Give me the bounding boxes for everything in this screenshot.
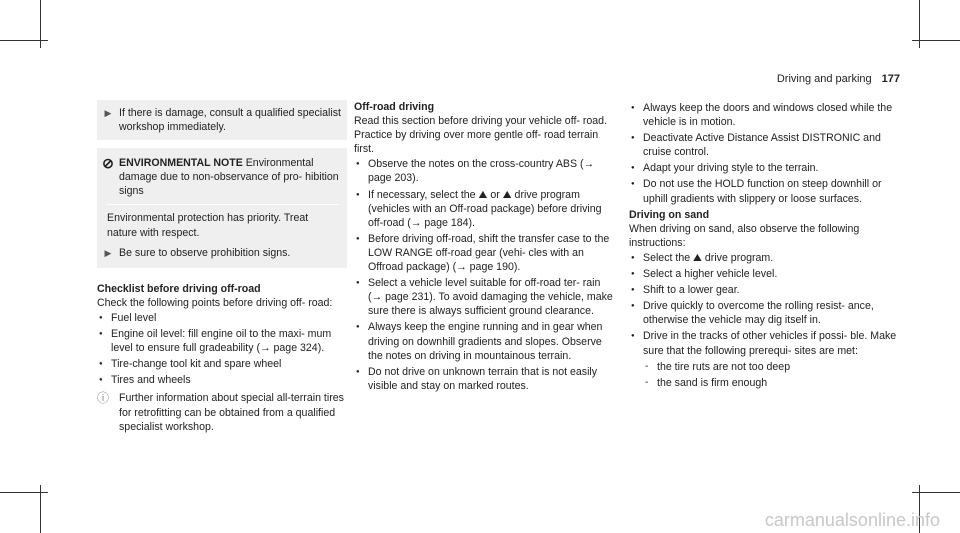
watermark: carmanualsonline.info	[764, 509, 940, 530]
tip-text: Further information about special all-terrain tires for retrofitting can be obtained from a qualified specialist workshop.	[119, 392, 344, 433]
column-left	[97, 100, 347, 434]
list-item: ● Do not use the HOLD function on steep downhill or uphill gradients with slippery or loose surfaces.	[629, 177, 897, 205]
list-item: ● Always keep the doors and windows closed while the vehicle is in motion.	[629, 101, 897, 129]
list-item: ● Drive quickly to overcome the rolling resist- ance, otherwise the vehicle may dig itself in.	[629, 299, 897, 327]
offroad-title: Off-road driving	[354, 101, 435, 113]
list-item: ● Do not drive on unknown terrain that is not easily visible and stay on marked routes.	[354, 365, 614, 393]
list-item: ● Tire-change tool kit and spare wheel	[97, 357, 347, 371]
driving-list	[629, 101, 897, 206]
environment-icon: ⊘	[102, 155, 114, 172]
list-item: - the sand is firm enough	[643, 376, 897, 390]
list-item: - the tire ruts are not too deep	[643, 360, 897, 374]
crop-mark	[0, 40, 48, 41]
info-icon: ⓘ	[97, 391, 110, 406]
list-item: ● Select a higher vehicle level.	[629, 267, 897, 281]
crop-mark	[0, 492, 48, 493]
list-item: ● Engine oil level: fill engine oil to the maxi- mum level to ensure full gradeability (→ page 324).	[97, 327, 347, 355]
list-item: ● Deactivate Active Distance Assist DISTRONIC and cruise control.	[629, 131, 897, 159]
list-item: ● Observe the notes on the cross-country ABS (→ page 203).	[354, 157, 614, 185]
sand-title: Driving on sand	[629, 208, 710, 221]
damage-note-text: If there is damage, consult a qualified specialist workshop immediately.	[119, 107, 342, 134]
list-item: ● Tires and wheels	[97, 373, 347, 387]
env-note-title: ENVIRONMENTAL NOTE	[119, 157, 243, 170]
crop-mark	[912, 40, 960, 41]
list-item: ● If necessary, select the ⛰ or ⛰ drive program (vehicles with an Off-road package) before driving off-road (→ page 184).	[354, 188, 614, 230]
page-header	[777, 72, 900, 86]
section-title: Driving and parking	[776, 73, 872, 85]
offroad-list	[354, 157, 614, 393]
action-arrow-icon: ▶	[104, 108, 112, 118]
checklist-title: Checklist before driving off-road	[97, 282, 261, 295]
env-note-subtitle: Environmental damage due to non-observance of pro- hibition signs	[119, 157, 339, 198]
list-item: ● Shift to a lower gear.	[629, 283, 897, 297]
action-arrow-icon: ▶	[104, 247, 112, 258]
list-item: ● Always keep the engine running and in gear when driving on downhill gradients and slopes. Observe the notes on driving in mountainous terrain.	[354, 320, 614, 362]
list-item: ● Fuel level	[97, 311, 347, 325]
list-item: ● Select the ⛰ drive program.	[629, 251, 897, 265]
damage-note	[97, 100, 347, 140]
env-note-text: Environmental protection has priority. Treat nature with respect.	[107, 212, 309, 239]
sand-list	[629, 251, 897, 358]
list-item: ● Drive in the tracks of other vehicles if possi- ble. Make sure that the following prerequi- sites are met:	[629, 329, 897, 357]
checklist-intro: Check the following points before driving off- road:	[97, 296, 333, 309]
list-item: ● Adapt your driving style to the terrain.	[629, 161, 897, 175]
checklist	[97, 311, 347, 387]
env-note-action: Be sure to observe prohibition signs.	[119, 246, 291, 259]
column-middle	[354, 100, 614, 395]
environmental-note	[97, 148, 347, 268]
sand-sub-list	[643, 360, 897, 390]
page-number: 177	[881, 73, 900, 85]
offroad-intro: Read this section before driving your vehicle off- road. Practice by driving over more gentle off- road terrain first.	[354, 115, 608, 156]
list-item: ● Select a vehicle level suitable for off-road ter- rain (→ page 231). To avoid damaging the vehicle, make sure there is always sufficient ground clearance.	[354, 276, 614, 318]
column-right	[629, 100, 897, 392]
tip-note	[97, 391, 347, 433]
crop-mark	[912, 492, 960, 493]
list-item: ● Before driving off-road, shift the transfer case to the LOW RANGE off-road gear (vehi- cles with an Offroad package) (→ page 190).	[354, 232, 614, 274]
sand-intro: When driving on sand, also observe the following instructions:	[629, 222, 860, 249]
